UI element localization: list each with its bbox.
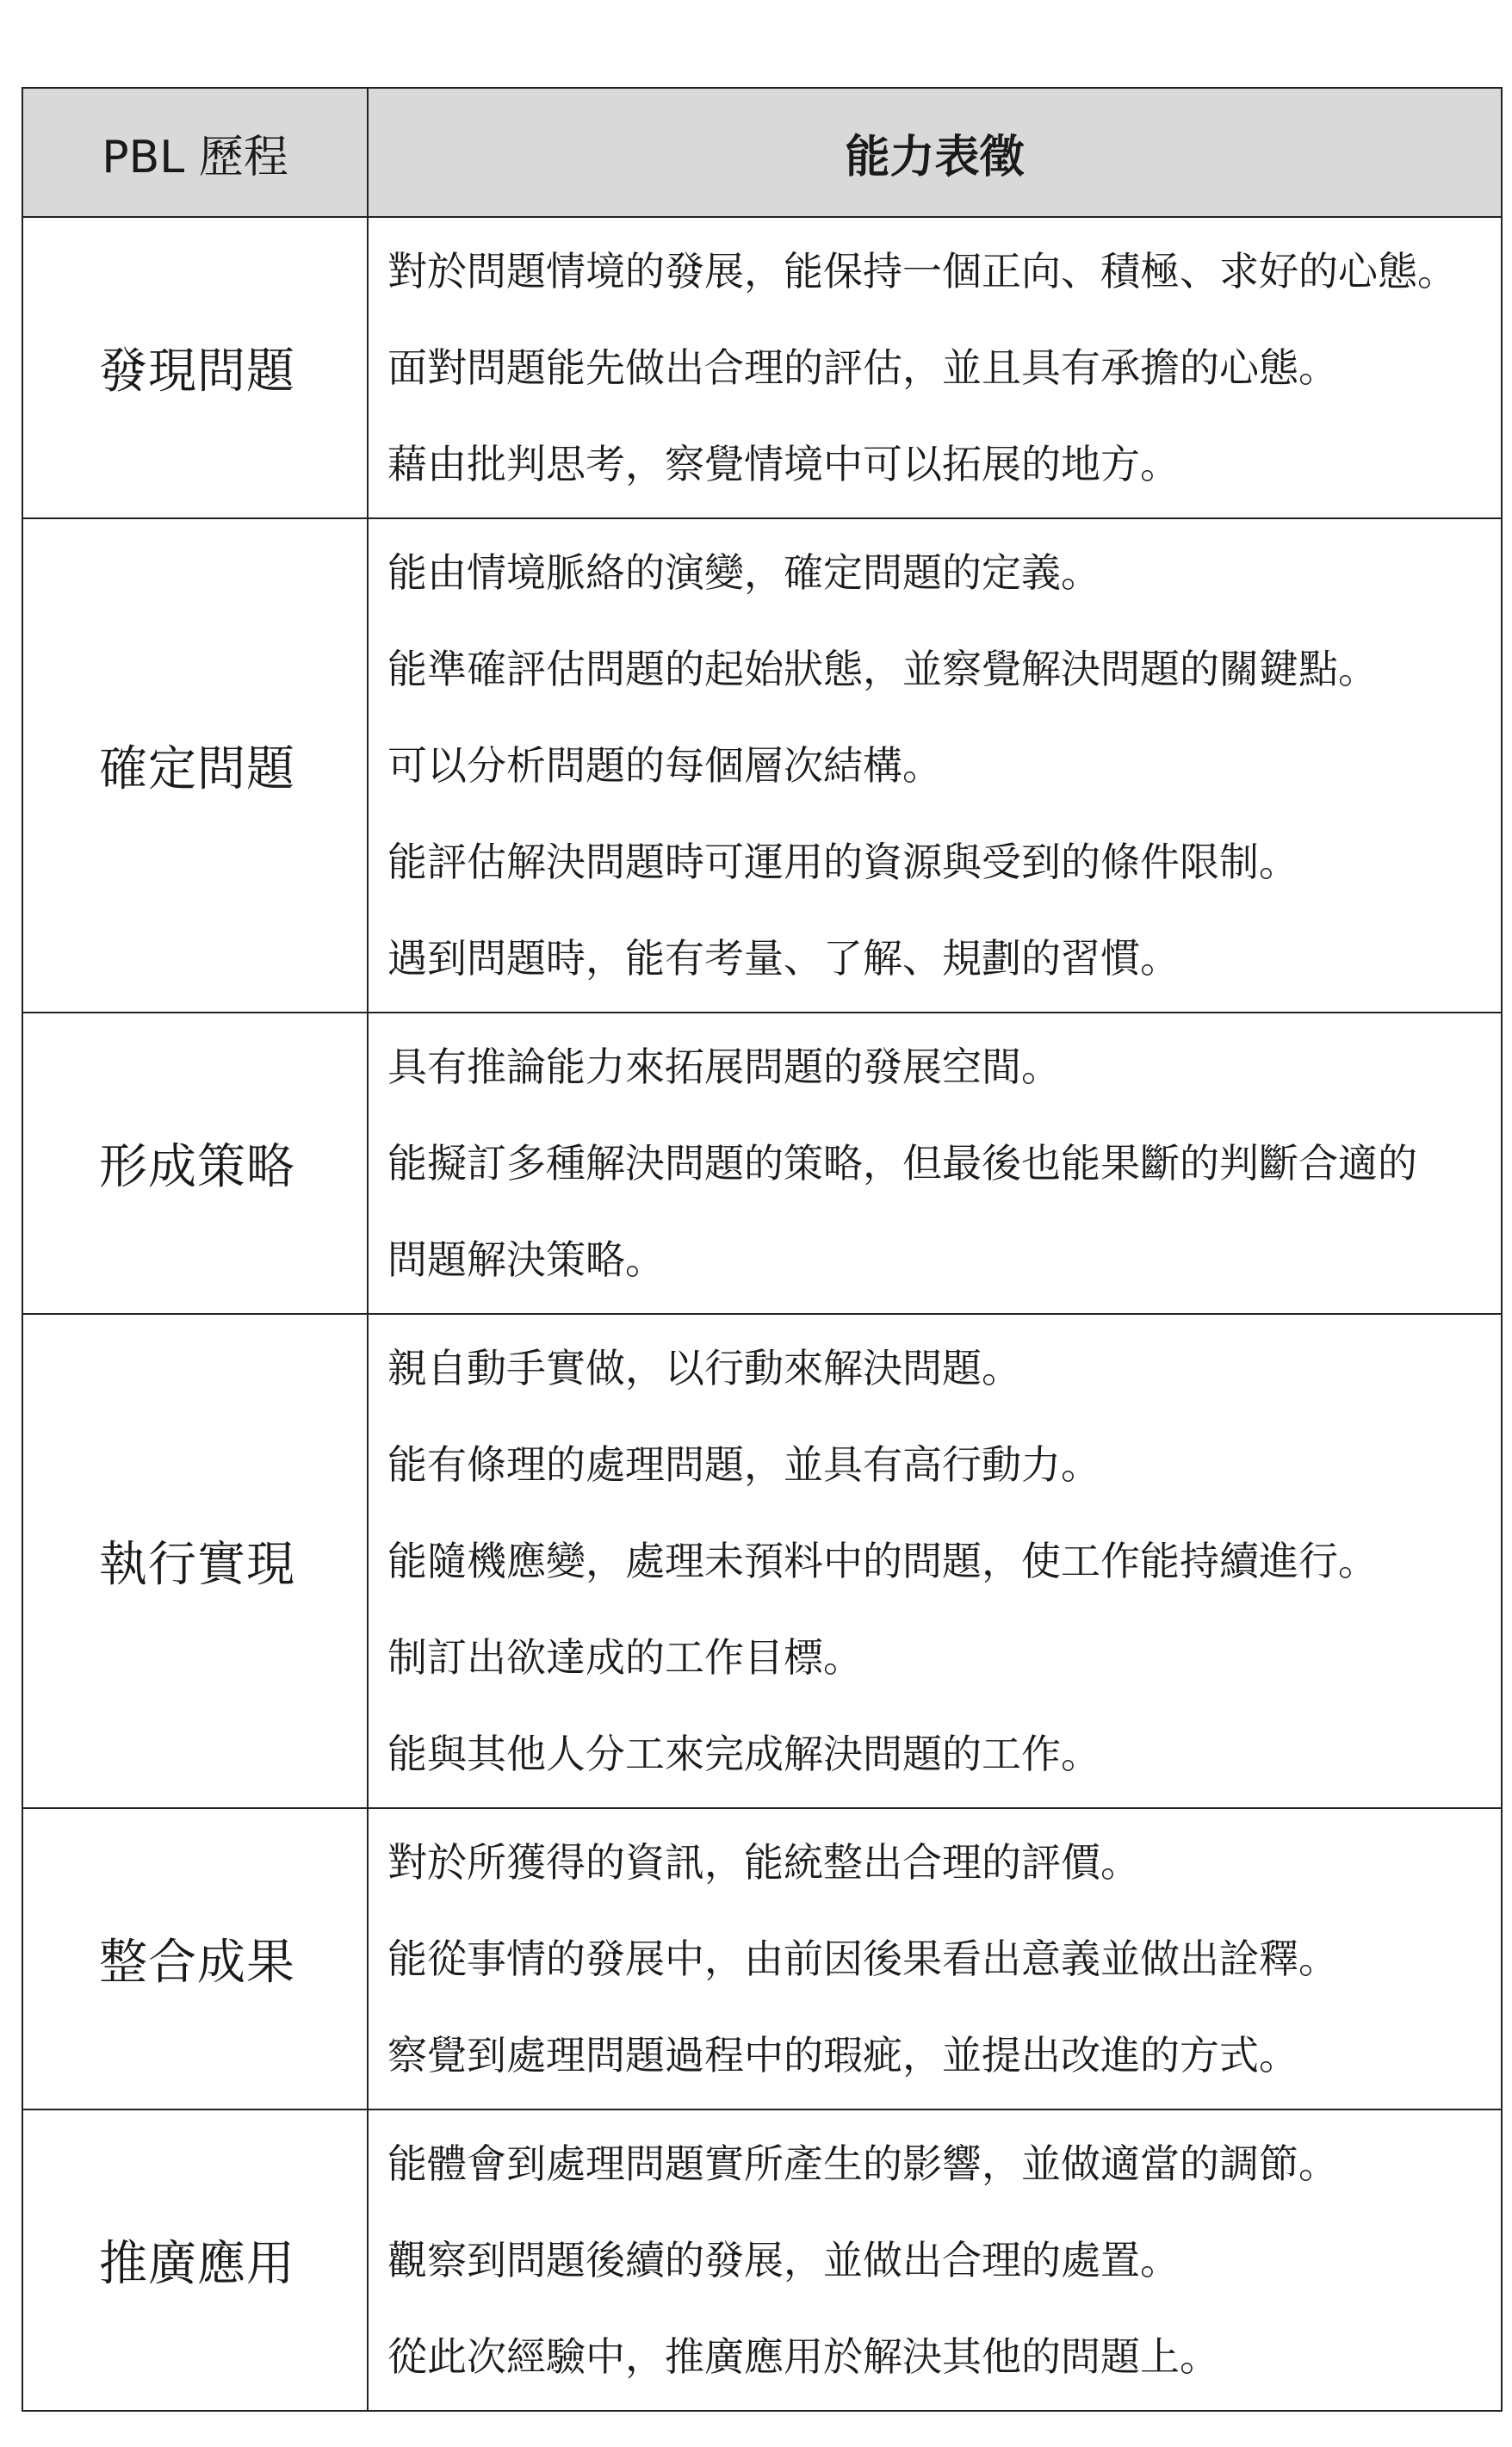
stage-cell: 確定問題 (22, 518, 368, 1013)
ability-line: 對於問題情境的發展，能保持一個正向、積極、求好的心態。 (387, 248, 1457, 294)
table-row (22, 1314, 1502, 1808)
ability-cell (368, 1314, 1502, 1808)
ability-cell (368, 1808, 1502, 2109)
ability-line: 制訂出欲達成的工作目標。 (387, 1634, 863, 1681)
ability-line: 親自動手實做，以行動來解決問題。 (387, 1345, 1021, 1391)
table-row (22, 1013, 1502, 1314)
ability-line: 能從事情的發展中，由前因後果看出意義並做出詮釋。 (387, 1936, 1338, 1982)
ability-line: 能有條理的處理問題，並具有高行動力。 (387, 1441, 1100, 1488)
ability-line: 能準確評估問題的起始狀態，並察覺解決問題的關鍵點。 (387, 646, 1378, 692)
table-row (22, 1808, 1502, 2109)
ability-line: 能與其他人分工來完成解決問題的工作。 (387, 1731, 1100, 1777)
stage-cell: 整合成果 (22, 1808, 368, 2109)
table-row (22, 217, 1502, 518)
table-header-row (22, 88, 1502, 217)
stage-cell: 形成策略 (22, 1013, 368, 1314)
table-row (22, 518, 1502, 1013)
ability-line: 從此次經驗中，推廣應用於解決其他的問題上。 (387, 2333, 1219, 2380)
header-stage: PBL 歷程 (22, 88, 368, 217)
pbl-ability-table (22, 87, 1503, 2412)
ability-line: 能擬訂多種解決問題的策略，但最後也能果斷的判斷合適的 (387, 1140, 1417, 1186)
ability-line: 可以分析問題的每個層次結構。 (387, 742, 942, 789)
ability-line: 遇到問題時，能有考量、了解、規劃的習慣。 (387, 935, 1180, 982)
header-ability: 能力表徵 (368, 88, 1502, 217)
ability-line: 藉由批判思考，察覺情境中可以拓展的地方。 (387, 441, 1180, 487)
stage-cell: 執行實現 (22, 1314, 368, 1808)
table-row (22, 2109, 1502, 2411)
ability-line: 對於所獲得的資訊，能統整出合理的評價。 (387, 1839, 1140, 1886)
ability-cell (368, 518, 1502, 1013)
ability-cell (368, 2109, 1502, 2411)
ability-cell (368, 1013, 1502, 1314)
ability-line: 面對問題能先做出合理的評估，並且具有承擔的心態。 (387, 344, 1338, 391)
ability-line: 能隨機應變，處理未預料中的問題，使工作能持續進行。 (387, 1538, 1378, 1584)
stage-cell: 發現問題 (22, 217, 368, 518)
ability-line: 能評估解決問題時可運用的資源與受到的條件限制。 (387, 839, 1298, 885)
table-body (22, 217, 1502, 2411)
ability-line: 能體會到處理問題實所產生的影響，並做適當的調節。 (387, 2140, 1338, 2187)
ability-line: 能由情境脈絡的演變，確定問題的定義。 (387, 549, 1100, 596)
ability-line: 問題解決策略。 (387, 1236, 665, 1283)
stage-cell: 推廣應用 (22, 2109, 368, 2411)
ability-cell (368, 217, 1502, 518)
ability-line: 察覺到處理問題過程中的瑕疵，並提出改進的方式。 (387, 2032, 1298, 2078)
ability-line: 觀察到問題後續的發展，並做出合理的處置。 (387, 2237, 1180, 2283)
ability-line: 具有推論能力來拓展問題的發展空間。 (387, 1044, 1061, 1090)
